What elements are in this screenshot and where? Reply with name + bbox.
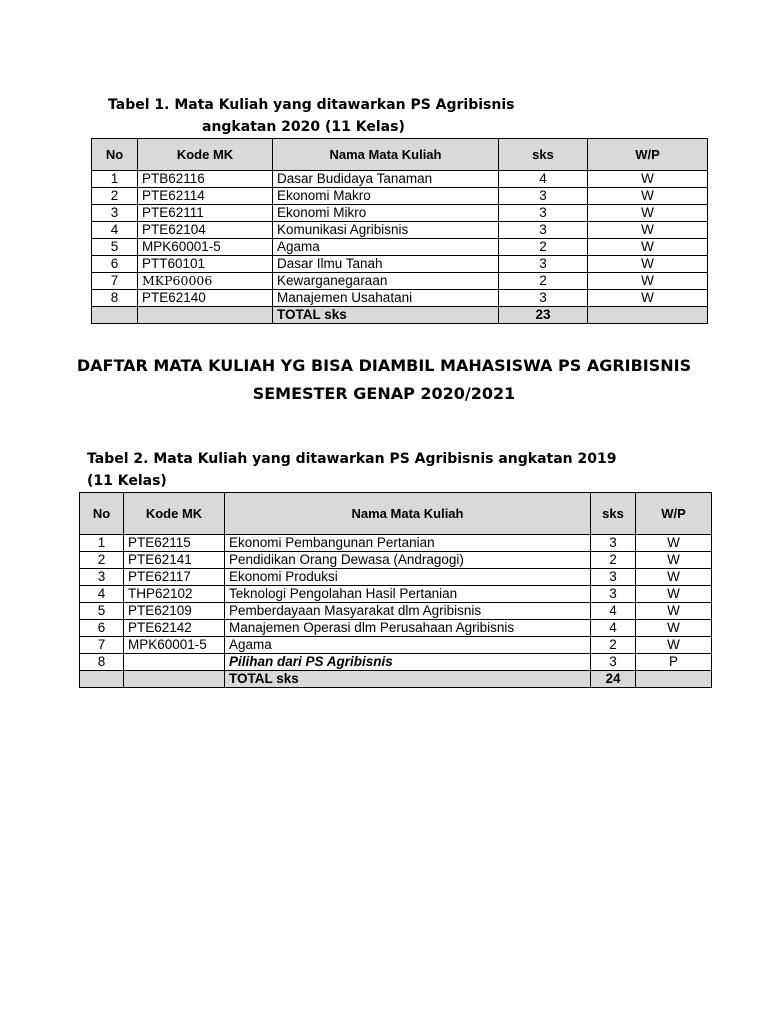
table-row — [80, 569, 712, 586]
cell-sks: 3 — [499, 188, 588, 205]
table1-caption-line1: Tabel 1. Mata Kuliah yang ditawarkan PS Agribisnis — [108, 97, 515, 113]
cell-sks: 2 — [591, 637, 636, 654]
cell-nama: Dasar Budidaya Tanaman — [273, 171, 499, 188]
cell-sks: 3 — [499, 290, 588, 307]
cell-sks: 3 — [591, 586, 636, 603]
table2-caption-line2: (11 Kelas) — [87, 473, 167, 489]
cell-sks: 3 — [591, 569, 636, 586]
total-cell-empty — [636, 671, 712, 688]
cell-no: 8 — [92, 290, 138, 307]
table-row — [92, 188, 708, 205]
cell-kode: PTE62141 — [124, 552, 225, 569]
cell-sks: 3 — [591, 535, 636, 552]
total-value: 23 — [499, 307, 588, 324]
cell-wp: W — [588, 290, 708, 307]
cell-wp: W — [588, 205, 708, 222]
cell-no: 2 — [92, 188, 138, 205]
cell-kode: PTT60101 — [138, 256, 273, 273]
cell-wp: P — [636, 654, 712, 671]
cell-wp: W — [636, 586, 712, 603]
cell-kode: PTE62109 — [124, 603, 225, 620]
cell-wp: W — [588, 239, 708, 256]
cell-no: 3 — [80, 569, 124, 586]
cell-no: 1 — [92, 171, 138, 188]
cell-no: 6 — [80, 620, 124, 637]
cell-nama: Agama — [225, 637, 591, 654]
total-cell-empty — [588, 307, 708, 324]
total-label: TOTAL sks — [273, 307, 499, 324]
cell-no: 4 — [80, 586, 124, 603]
table2-caption-line1: Tabel 2. Mata Kuliah yang ditawarkan PS Agribisnis angkatan 2019 — [87, 451, 617, 467]
cell-kode: MPK60001-5 — [124, 637, 225, 654]
cell-nama: Teknologi Pengolahan Hasil Pertanian — [225, 586, 591, 603]
cell-no: 1 — [80, 535, 124, 552]
cell-kode: PTE62114 — [138, 188, 273, 205]
table-row — [80, 637, 712, 654]
table2 — [79, 492, 712, 688]
table1-header-wp: W/P — [588, 139, 708, 171]
table2-header-sks: sks — [591, 493, 636, 535]
table-row — [92, 222, 708, 239]
cell-no: 2 — [80, 552, 124, 569]
cell-nama: Dasar Ilmu Tanah — [273, 256, 499, 273]
cell-kode: PTE62117 — [124, 569, 225, 586]
cell-sks: 3 — [591, 654, 636, 671]
page-heading-line2: SEMESTER GENAP 2020/2021 — [252, 384, 516, 403]
cell-sks: 2 — [591, 552, 636, 569]
cell-nama: Pemberdayaan Masyarakat dlm Agribisnis — [225, 603, 591, 620]
cell-wp: W — [636, 637, 712, 654]
cell-no: 4 — [92, 222, 138, 239]
cell-wp: W — [588, 273, 708, 290]
cell-wp: W — [636, 535, 712, 552]
table-row — [92, 205, 708, 222]
cell-nama: Ekonomi Produksi — [225, 569, 591, 586]
table1-header-nama: Nama Mata Kuliah — [273, 139, 499, 171]
cell-nama: Pendidikan Orang Dewasa (Andragogi) — [225, 552, 591, 569]
total-cell-empty — [138, 307, 273, 324]
table-row — [92, 239, 708, 256]
cell-nama: Manajemen Operasi dlm Perusahaan Agribisnis — [225, 620, 591, 637]
total-value: 24 — [591, 671, 636, 688]
total-label: TOTAL sks — [225, 671, 591, 688]
cell-wp: W — [588, 256, 708, 273]
cell-kode: PTE62140 — [138, 290, 273, 307]
cell-kode: MPK60001-5 — [138, 239, 273, 256]
cell-no: 8 — [80, 654, 124, 671]
cell-no: 6 — [92, 256, 138, 273]
cell-wp: W — [588, 171, 708, 188]
cell-sks: 2 — [499, 273, 588, 290]
cell-wp: W — [588, 188, 708, 205]
table1-caption-line2: angkatan 2020 (11 Kelas) — [202, 119, 405, 135]
cell-kode: PTE62142 — [124, 620, 225, 637]
table-row — [80, 654, 712, 671]
total-cell-empty — [80, 671, 124, 688]
cell-nama: Ekonomi Mikro — [273, 205, 499, 222]
cell-kode: MKP60006 — [138, 273, 273, 290]
cell-no: 7 — [92, 273, 138, 290]
cell-no: 7 — [80, 637, 124, 654]
table-row — [80, 586, 712, 603]
table2-header-kode: Kode MK — [124, 493, 225, 535]
cell-nama: Agama — [273, 239, 499, 256]
total-cell-empty — [124, 671, 225, 688]
table-row — [80, 535, 712, 552]
cell-nama: Ekonomi Makro — [273, 188, 499, 205]
cell-nama: Komunikasi Agribisnis — [273, 222, 499, 239]
cell-wp: W — [588, 222, 708, 239]
cell-sks: 2 — [499, 239, 588, 256]
table1 — [91, 138, 708, 324]
cell-nama: Manajemen Usahatani — [273, 290, 499, 307]
cell-wp: W — [636, 569, 712, 586]
cell-sks: 3 — [499, 205, 588, 222]
cell-kode: PTB62116 — [138, 171, 273, 188]
cell-sks: 3 — [499, 256, 588, 273]
cell-no: 3 — [92, 205, 138, 222]
cell-kode: THP62102 — [124, 586, 225, 603]
table-row — [92, 171, 708, 188]
cell-sks: 4 — [591, 620, 636, 637]
cell-no: 5 — [80, 603, 124, 620]
table2-header-no: No — [80, 493, 124, 535]
cell-kode: PTE62111 — [138, 205, 273, 222]
cell-nama: Ekonomi Pembangunan Pertanian — [225, 535, 591, 552]
total-row — [80, 671, 712, 688]
table1-header-no: No — [92, 139, 138, 171]
cell-sks: 3 — [499, 222, 588, 239]
cell-kode: PTE62104 — [138, 222, 273, 239]
cell-no: 5 — [92, 239, 138, 256]
cell-wp: W — [636, 603, 712, 620]
table-row — [80, 552, 712, 569]
table1-header-kode: Kode MK — [138, 139, 273, 171]
page-heading-line1: DAFTAR MATA KULIAH YG BISA DIAMBIL MAHASISWA PS AGRIBISNIS — [76, 356, 692, 375]
cell-wp: W — [636, 620, 712, 637]
cell-nama: Kewarganegaraan — [273, 273, 499, 290]
table-row — [80, 620, 712, 637]
table2-header-nama: Nama Mata Kuliah — [225, 493, 591, 535]
cell-sks: 4 — [591, 603, 636, 620]
cell-nama: Pilihan dari PS Agribisnis — [225, 654, 591, 671]
table-row — [92, 256, 708, 273]
table-row — [92, 273, 708, 290]
total-cell-empty — [92, 307, 138, 324]
cell-kode — [124, 654, 225, 671]
cell-sks: 4 — [499, 171, 588, 188]
table2-header-wp: W/P — [636, 493, 712, 535]
table-row — [92, 290, 708, 307]
cell-kode: PTE62115 — [124, 535, 225, 552]
cell-wp: W — [636, 552, 712, 569]
table1-header-sks: sks — [499, 139, 588, 171]
total-row — [92, 307, 708, 324]
table-row — [80, 603, 712, 620]
